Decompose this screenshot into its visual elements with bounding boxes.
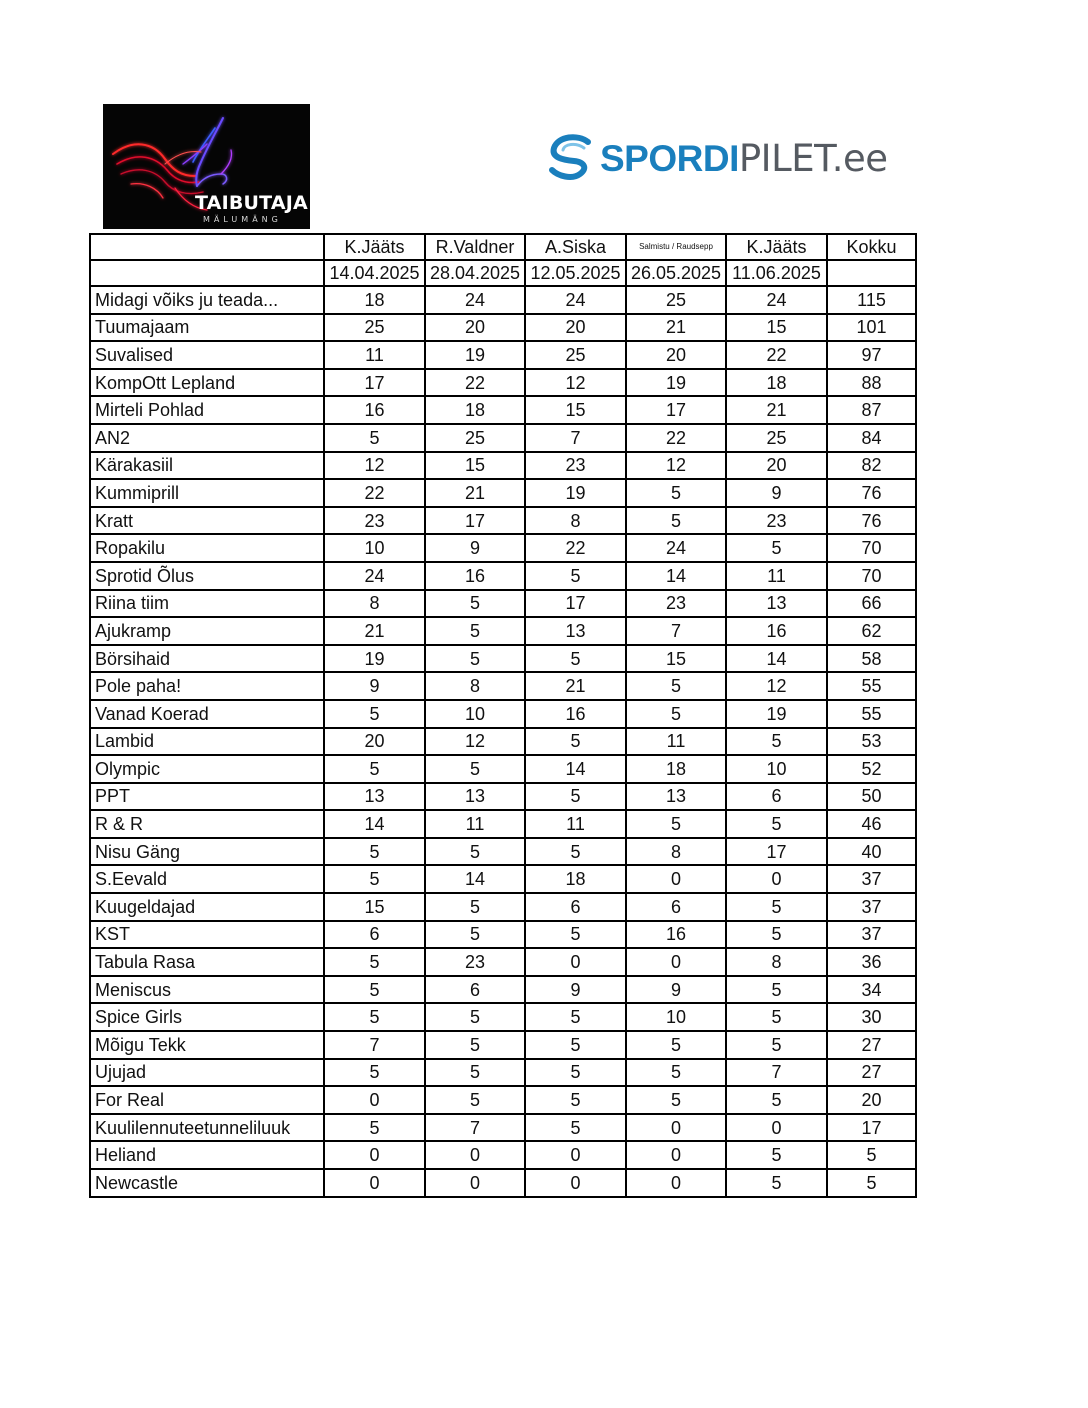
score-cell: 0	[726, 1114, 827, 1142]
total-cell: 46	[827, 810, 916, 838]
date-cell: 28.04.2025	[425, 260, 525, 286]
table-row	[90, 783, 916, 811]
score-cell: 17	[324, 369, 425, 397]
score-cell: 12	[525, 369, 626, 397]
date-cell: 26.05.2025	[626, 260, 726, 286]
score-cell: 5	[626, 507, 726, 535]
host-cell: A.Siska	[525, 234, 626, 260]
team-name-cell: Meniscus	[90, 976, 324, 1004]
score-cell: 22	[525, 534, 626, 562]
score-cell: 21	[726, 396, 827, 424]
score-cell: 5	[425, 755, 525, 783]
score-cell: 5	[525, 783, 626, 811]
table-row	[90, 507, 916, 535]
score-cell: 8	[626, 838, 726, 866]
table-row	[90, 617, 916, 645]
score-cell: 21	[626, 314, 726, 342]
score-cell: 13	[425, 783, 525, 811]
score-cell: 16	[525, 700, 626, 728]
score-cell: 24	[425, 286, 525, 314]
score-cell: 18	[525, 865, 626, 893]
score-cell: 24	[525, 286, 626, 314]
table-row	[90, 1031, 916, 1059]
score-cell: 14	[726, 645, 827, 673]
total-cell: 36	[827, 948, 916, 976]
team-name-cell: Mõigu Tekk	[90, 1031, 324, 1059]
score-cell: 14	[324, 810, 425, 838]
score-cell: 18	[425, 396, 525, 424]
host-cell: Salmistu / Raudsepp	[626, 234, 726, 260]
score-cell: 6	[324, 921, 425, 949]
table-row	[90, 1169, 916, 1197]
score-cell: 19	[324, 645, 425, 673]
total-cell: 101	[827, 314, 916, 342]
team-name-cell: Heliand	[90, 1141, 324, 1169]
score-cell: 5	[525, 645, 626, 673]
score-cell: 5	[726, 976, 827, 1004]
score-cell: 23	[324, 507, 425, 535]
host-cell: R.Valdner	[425, 234, 525, 260]
spordipilet-logo	[548, 134, 888, 184]
score-cell: 12	[425, 728, 525, 756]
score-cell: 15	[726, 314, 827, 342]
team-name-cell: S.Eevald	[90, 865, 324, 893]
spordipilet-wordmark	[600, 138, 888, 180]
score-cell: 0	[525, 948, 626, 976]
total-cell: 88	[827, 369, 916, 397]
score-cell: 5	[726, 1141, 827, 1169]
score-cell: 8	[726, 948, 827, 976]
table-row	[90, 755, 916, 783]
score-cell: 5	[324, 865, 425, 893]
table-row	[90, 534, 916, 562]
score-cell: 21	[525, 672, 626, 700]
team-name-cell: Ajukramp	[90, 617, 324, 645]
table-row	[90, 590, 916, 618]
score-cell: 0	[626, 1169, 726, 1197]
score-cell: 21	[324, 617, 425, 645]
score-cell: 5	[626, 810, 726, 838]
score-cell: 14	[425, 865, 525, 893]
total-cell: 53	[827, 728, 916, 756]
total-cell: 55	[827, 672, 916, 700]
table-row	[90, 838, 916, 866]
score-cell: 18	[324, 286, 425, 314]
score-cell: 8	[324, 590, 425, 618]
score-cell: 5	[726, 921, 827, 949]
team-name-cell: Sprotid Õlus	[90, 562, 324, 590]
score-cell: 23	[726, 507, 827, 535]
total-header: Kokku	[827, 234, 916, 260]
score-cell: 24	[324, 562, 425, 590]
score-cell: 0	[324, 1141, 425, 1169]
score-cell: 5	[525, 1114, 626, 1142]
score-cell: 0	[626, 948, 726, 976]
total-cell: 115	[827, 286, 916, 314]
score-cell: 5	[324, 1059, 425, 1087]
team-name-cell: AN2	[90, 424, 324, 452]
team-name-cell: Kummiprill	[90, 479, 324, 507]
table-row	[90, 369, 916, 397]
score-cell: 12	[626, 452, 726, 480]
score-cell: 22	[324, 479, 425, 507]
score-cell: 19	[626, 369, 726, 397]
results-table	[89, 233, 917, 1198]
score-cell: 5	[324, 948, 425, 976]
spordipilet-bold: SPORDI	[600, 138, 739, 179]
score-cell: 5	[425, 1031, 525, 1059]
score-cell: 6	[425, 976, 525, 1004]
score-cell: 25	[626, 286, 726, 314]
score-cell: 5	[425, 838, 525, 866]
score-cell: 16	[726, 617, 827, 645]
table-row	[90, 424, 916, 452]
total-cell: 62	[827, 617, 916, 645]
table-row	[90, 314, 916, 342]
score-cell: 0	[626, 1114, 726, 1142]
score-cell: 17	[726, 838, 827, 866]
score-cell: 5	[324, 838, 425, 866]
score-cell: 5	[626, 672, 726, 700]
team-name-cell: KompOtt Lepland	[90, 369, 324, 397]
team-name-cell: R & R	[90, 810, 324, 838]
score-cell: 5	[425, 1003, 525, 1031]
table-row	[90, 1114, 916, 1142]
score-cell: 23	[525, 452, 626, 480]
score-cell: 10	[626, 1003, 726, 1031]
score-cell: 7	[525, 424, 626, 452]
total-cell: 17	[827, 1114, 916, 1142]
score-cell: 14	[626, 562, 726, 590]
team-name-cell: Kuulilennuteetunneliluuk	[90, 1114, 324, 1142]
score-cell: 16	[626, 921, 726, 949]
score-cell: 25	[324, 314, 425, 342]
team-name-cell: Börsihaid	[90, 645, 324, 673]
total-cell: 70	[827, 534, 916, 562]
score-cell: 6	[525, 893, 626, 921]
total-cell: 70	[827, 562, 916, 590]
score-cell: 20	[525, 314, 626, 342]
total-cell: 37	[827, 921, 916, 949]
team-name-cell: Vanad Koerad	[90, 700, 324, 728]
score-cell: 5	[324, 755, 425, 783]
score-cell: 6	[626, 893, 726, 921]
score-cell: 7	[726, 1059, 827, 1087]
team-name-cell: Suvalised	[90, 341, 324, 369]
score-cell: 5	[525, 728, 626, 756]
score-cell: 0	[324, 1169, 425, 1197]
table-row	[90, 921, 916, 949]
total-cell: 82	[827, 452, 916, 480]
score-cell: 5	[324, 976, 425, 1004]
total-cell: 87	[827, 396, 916, 424]
score-cell: 13	[726, 590, 827, 618]
date-cell: 11.06.2025	[726, 260, 827, 286]
score-cell: 14	[525, 755, 626, 783]
score-cell: 20	[425, 314, 525, 342]
score-cell: 25	[525, 341, 626, 369]
date-cell: 12.05.2025	[525, 260, 626, 286]
score-cell: 21	[425, 479, 525, 507]
total-cell: 37	[827, 865, 916, 893]
score-cell: 11	[324, 341, 425, 369]
score-cell: 20	[726, 452, 827, 480]
total-cell: 40	[827, 838, 916, 866]
empty-cell	[90, 234, 324, 260]
table-row	[90, 1059, 916, 1087]
table-row	[90, 1003, 916, 1031]
total-cell: 50	[827, 783, 916, 811]
logo-subtitle: MÄLUMÄNG	[203, 215, 282, 224]
score-cell: 0	[525, 1141, 626, 1169]
total-cell: 76	[827, 479, 916, 507]
team-name-cell: Kratt	[90, 507, 324, 535]
logo-title: TAIBUTAJA	[195, 192, 308, 214]
total-cell: 5	[827, 1141, 916, 1169]
score-cell: 10	[726, 755, 827, 783]
score-cell: 5	[324, 1003, 425, 1031]
team-name-cell: Newcastle	[90, 1169, 324, 1197]
team-name-cell: Tuumajaam	[90, 314, 324, 342]
table-row	[90, 728, 916, 756]
table-row	[90, 396, 916, 424]
host-cell: K.Jääts	[726, 234, 827, 260]
score-cell: 5	[726, 728, 827, 756]
score-cell: 25	[425, 424, 525, 452]
score-cell: 5	[525, 562, 626, 590]
score-cell: 5	[425, 893, 525, 921]
score-cell: 17	[626, 396, 726, 424]
team-name-cell: Pole paha!	[90, 672, 324, 700]
score-cell: 16	[324, 396, 425, 424]
team-name-cell: Ropakilu	[90, 534, 324, 562]
score-cell: 8	[525, 507, 626, 535]
score-cell: 5	[525, 1059, 626, 1087]
team-name-cell: Kuugeldajad	[90, 893, 324, 921]
table-row	[90, 645, 916, 673]
score-cell: 5	[726, 1169, 827, 1197]
score-cell: 13	[324, 783, 425, 811]
score-cell: 11	[525, 810, 626, 838]
score-cell: 5	[425, 1086, 525, 1114]
score-cell: 9	[324, 672, 425, 700]
score-cell: 18	[626, 755, 726, 783]
score-cell: 5	[626, 1031, 726, 1059]
team-name-cell: Kärakasiil	[90, 452, 324, 480]
score-cell: 0	[525, 1169, 626, 1197]
score-cell: 8	[425, 672, 525, 700]
total-cell: 27	[827, 1031, 916, 1059]
score-cell: 7	[626, 617, 726, 645]
spordipilet-light: PILET.ee	[738, 137, 888, 180]
score-cell: 11	[425, 810, 525, 838]
total-cell: 52	[827, 755, 916, 783]
score-cell: 20	[626, 341, 726, 369]
score-cell: 0	[726, 865, 827, 893]
team-name-cell: PPT	[90, 783, 324, 811]
empty-cell	[90, 260, 324, 286]
team-name-cell: Spice Girls	[90, 1003, 324, 1031]
score-cell: 12	[324, 452, 425, 480]
score-cell: 23	[425, 948, 525, 976]
score-cell: 6	[726, 783, 827, 811]
score-cell: 22	[425, 369, 525, 397]
score-cell: 0	[626, 1141, 726, 1169]
total-cell: 97	[827, 341, 916, 369]
score-cell: 9	[525, 976, 626, 1004]
score-cell: 5	[525, 1003, 626, 1031]
score-cell: 5	[726, 810, 827, 838]
score-cell: 5	[525, 1086, 626, 1114]
score-cell: 13	[626, 783, 726, 811]
taibutaja-logo	[103, 104, 310, 229]
score-cell: 5	[626, 479, 726, 507]
team-name-cell: Ujujad	[90, 1059, 324, 1087]
score-cell: 0	[626, 865, 726, 893]
score-cell: 9	[425, 534, 525, 562]
total-cell: 34	[827, 976, 916, 1004]
score-cell: 7	[324, 1031, 425, 1059]
score-cell: 12	[726, 672, 827, 700]
table-row	[90, 810, 916, 838]
score-cell: 5	[726, 1003, 827, 1031]
score-cell: 5	[425, 921, 525, 949]
score-cell: 5	[425, 590, 525, 618]
score-cell: 0	[425, 1169, 525, 1197]
score-cell: 5	[626, 1059, 726, 1087]
score-cell: 7	[425, 1114, 525, 1142]
score-cell: 5	[525, 1031, 626, 1059]
results-body	[90, 234, 916, 1197]
table-row	[90, 1086, 916, 1114]
team-name-cell: Mirteli Pohlad	[90, 396, 324, 424]
score-cell: 19	[525, 479, 626, 507]
table-row	[90, 893, 916, 921]
score-cell: 9	[626, 976, 726, 1004]
score-cell: 18	[726, 369, 827, 397]
score-cell: 13	[525, 617, 626, 645]
total-cell: 20	[827, 1086, 916, 1114]
score-cell: 16	[425, 562, 525, 590]
score-cell: 5	[626, 1086, 726, 1114]
team-name-cell: KST	[90, 921, 324, 949]
score-cell: 0	[425, 1141, 525, 1169]
table-row	[90, 948, 916, 976]
score-cell: 25	[726, 424, 827, 452]
table-row	[90, 865, 916, 893]
table-row	[90, 452, 916, 480]
score-cell: 24	[726, 286, 827, 314]
total-cell: 58	[827, 645, 916, 673]
score-cell: 5	[425, 617, 525, 645]
total-cell: 5	[827, 1169, 916, 1197]
score-cell: 17	[525, 590, 626, 618]
table-row	[90, 672, 916, 700]
score-cell: 11	[726, 562, 827, 590]
score-cell: 23	[626, 590, 726, 618]
score-cell: 5	[425, 645, 525, 673]
hosts-row	[90, 234, 916, 260]
team-name-cell: For Real	[90, 1086, 324, 1114]
score-cell: 5	[425, 1059, 525, 1087]
table-row	[90, 1141, 916, 1169]
swirl-s-icon	[548, 134, 596, 182]
table-row	[90, 286, 916, 314]
empty-cell	[827, 260, 916, 286]
score-cell: 5	[726, 1031, 827, 1059]
score-cell: 15	[425, 452, 525, 480]
team-name-cell: Tabula Rasa	[90, 948, 324, 976]
score-cell: 11	[626, 728, 726, 756]
score-cell: 5	[726, 534, 827, 562]
total-cell: 84	[827, 424, 916, 452]
total-cell: 27	[827, 1059, 916, 1087]
score-cell: 20	[324, 728, 425, 756]
score-cell: 5	[324, 700, 425, 728]
table-row	[90, 976, 916, 1004]
host-cell: K.Jääts	[324, 234, 425, 260]
total-cell: 76	[827, 507, 916, 535]
score-cell: 15	[626, 645, 726, 673]
score-cell: 24	[626, 534, 726, 562]
dates-row	[90, 260, 916, 286]
table-row	[90, 479, 916, 507]
score-cell: 15	[525, 396, 626, 424]
score-cell: 5	[726, 1086, 827, 1114]
score-cell: 15	[324, 893, 425, 921]
date-cell: 14.04.2025	[324, 260, 425, 286]
score-cell: 5	[726, 893, 827, 921]
score-cell: 22	[726, 341, 827, 369]
total-cell: 30	[827, 1003, 916, 1031]
table-row	[90, 562, 916, 590]
table-row	[90, 700, 916, 728]
score-cell: 5	[324, 1114, 425, 1142]
score-cell: 5	[626, 700, 726, 728]
team-name-cell: Lambid	[90, 728, 324, 756]
score-cell: 17	[425, 507, 525, 535]
score-cell: 5	[525, 921, 626, 949]
score-cell: 10	[324, 534, 425, 562]
score-cell: 19	[726, 700, 827, 728]
team-name-cell: Olympic	[90, 755, 324, 783]
score-cell: 22	[626, 424, 726, 452]
score-cell: 9	[726, 479, 827, 507]
team-name-cell: Midagi võiks ju teada...	[90, 286, 324, 314]
score-cell: 5	[324, 424, 425, 452]
team-name-cell: Nisu Gäng	[90, 838, 324, 866]
score-cell: 5	[525, 838, 626, 866]
total-cell: 66	[827, 590, 916, 618]
score-cell: 19	[425, 341, 525, 369]
team-name-cell: Riina tiim	[90, 590, 324, 618]
table-row	[90, 341, 916, 369]
total-cell: 37	[827, 893, 916, 921]
total-cell: 55	[827, 700, 916, 728]
score-cell: 10	[425, 700, 525, 728]
score-cell: 0	[324, 1086, 425, 1114]
